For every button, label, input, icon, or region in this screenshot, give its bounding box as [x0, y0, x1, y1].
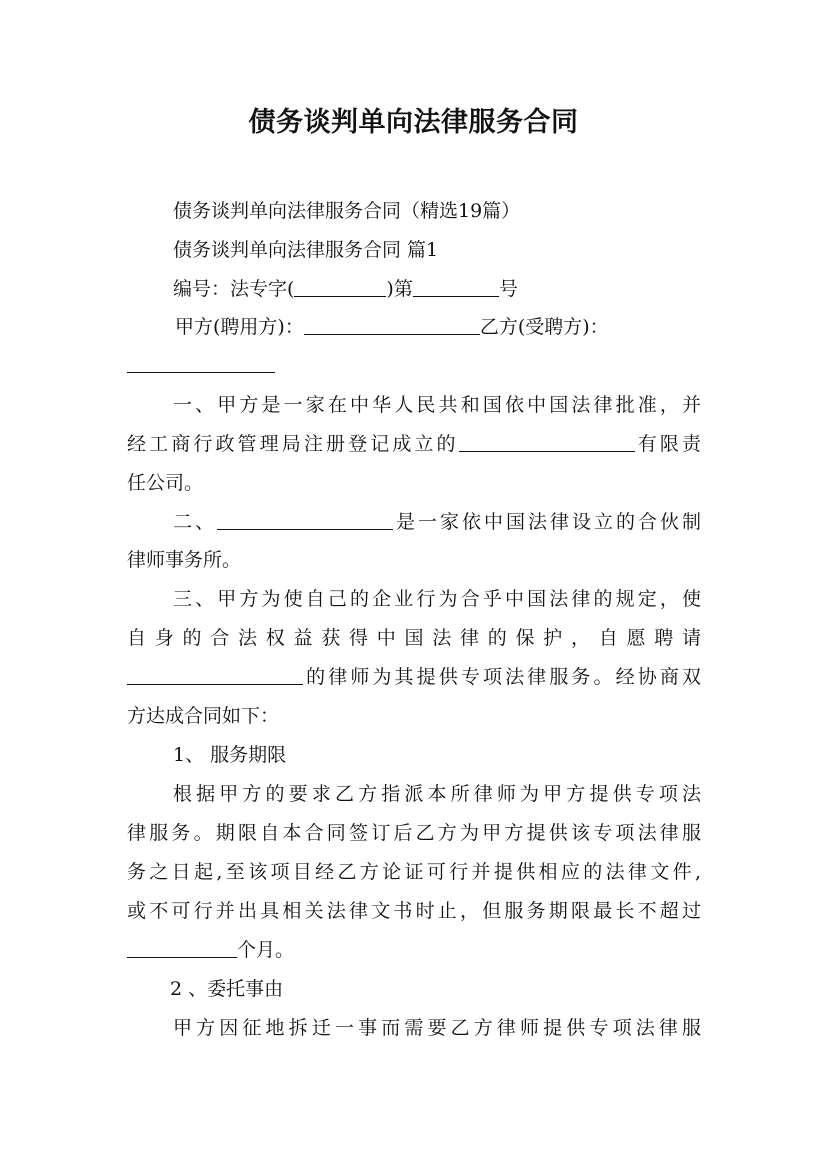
number-middle: )第 — [386, 278, 413, 300]
section-1-line-2: 律服务。期限自本合同签订后乙方为甲方提供该专项法律服 — [127, 822, 701, 844]
months-blank — [127, 939, 237, 958]
number-blank-1 — [294, 278, 386, 297]
clause-2-prefix: 二、 — [173, 511, 217, 533]
party-b-line — [127, 352, 275, 378]
party-b-label: 乙方(受聘方)： — [479, 316, 609, 338]
hired-firm-blank — [127, 666, 303, 685]
clause-3-line-3 — [127, 664, 701, 690]
party-a-blank — [304, 316, 480, 335]
law-firm-blank — [217, 511, 393, 530]
section-1-line-3: 务之日起,至该项目经乙方论证可行并提供相应的法律文件, — [127, 861, 701, 883]
section-1-line-4: 或不可行并出具相关法律文书时止，但服务期限最长不超过 — [127, 900, 701, 922]
clause-3-line-2: 自身的合法权益获得中国法律的保护，自愿聘请 — [127, 627, 701, 649]
number-blank-2 — [413, 278, 499, 297]
subtitle-line: 债务谈判单向法律服务合同（精选19篇） — [173, 200, 521, 222]
number-prefix: 编号：法专字( — [173, 278, 295, 300]
number-suffix: 号 — [498, 278, 518, 300]
clause-1-line-2 — [127, 431, 701, 457]
section-2-line-1: 甲方因征地拆迁一事而需要乙方律师提供专项法律服 — [173, 1017, 701, 1039]
section-1-heading: 1、 服务期限 — [173, 744, 287, 766]
clause-1-suffix: 有限责 — [634, 433, 701, 455]
section-1-line-5 — [127, 937, 294, 963]
clause-3-text: 的律师为其提供专项法律服务。经协商双 — [303, 666, 701, 688]
clause-2-text: 是一家依中国法律设立的合伙制 — [393, 511, 701, 533]
section-1-line-1: 根据甲方的要求乙方指派本所律师为甲方提供专项法 — [173, 783, 701, 805]
section-2-heading: 2 、委托事由 — [170, 978, 284, 1000]
months-text: 个月。 — [237, 939, 295, 961]
clause-2-line-2: 律师事务所。 — [127, 549, 242, 571]
company-name-blank — [459, 433, 635, 452]
contract-number-line — [173, 276, 518, 302]
clause-1-text: 经工商行政管理局注册登记成立的 — [127, 433, 459, 455]
clause-2-line-1 — [173, 509, 701, 535]
clause-1-line-1: 一、甲方是一家在中华人民共和国依中国法律批准，并 — [173, 394, 701, 416]
clause-3-line-1: 三、甲方为使自己的企业行为合乎中国法律的规定，使 — [173, 588, 701, 610]
parties-line — [175, 314, 609, 340]
clause-3-line-4: 方达成合同如下： — [127, 705, 280, 727]
document-title: 债务谈判单向法律服务合同 — [248, 107, 579, 138]
section-heading: 债务谈判单向法律服务合同 篇1 — [173, 239, 439, 261]
clause-1-line-3: 任公司。 — [127, 472, 204, 494]
party-b-blank — [127, 354, 275, 373]
party-a-label: 甲方(聘用方)： — [175, 316, 304, 338]
